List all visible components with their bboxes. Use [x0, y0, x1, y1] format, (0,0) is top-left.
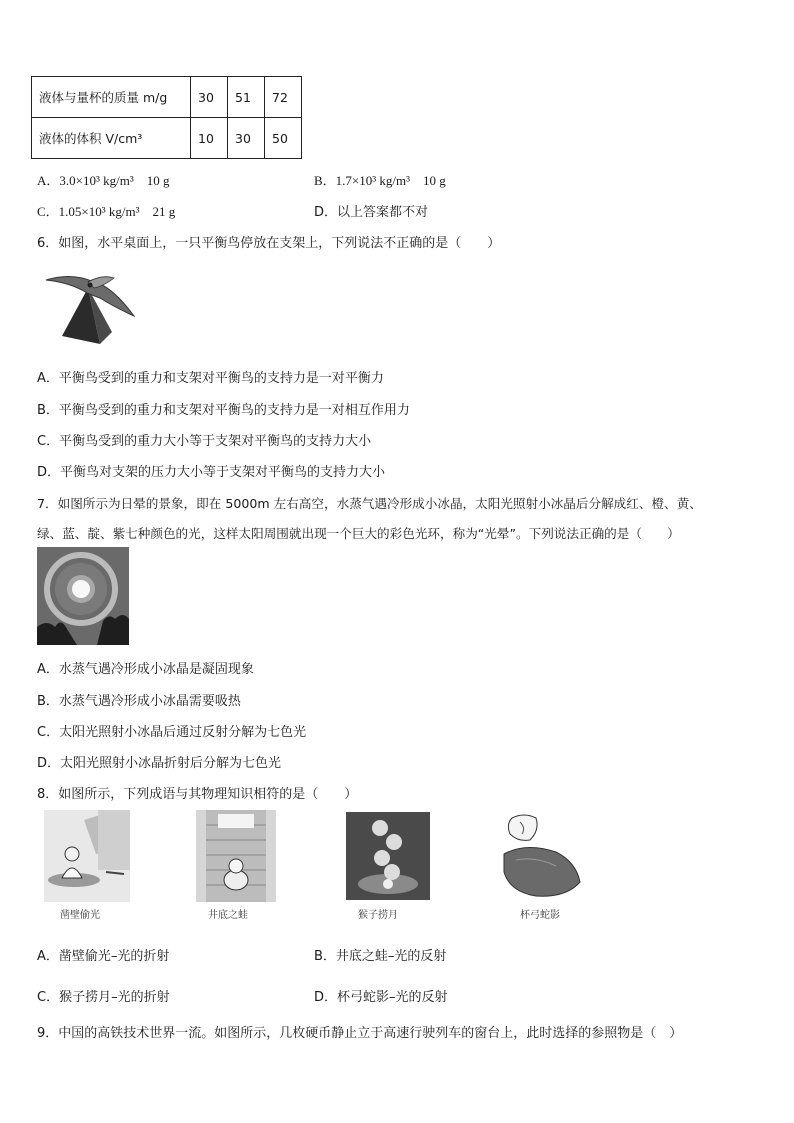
table-cell: 50 — [265, 118, 302, 159]
table-row — [32, 118, 302, 159]
q7-option-c[interactable]: C．太阳光照射小冰晶后通过反射分解为七色光 — [37, 725, 307, 740]
q9-stem: 9．中国的高铁技术世界一流。如图所示，几枚硬币静止立于高速行驶列车的窗台上，此时选择的参照物是（ ） — [37, 1026, 683, 1041]
q6-option-b[interactable]: B．平衡鸟受到的重力和支架对平衡鸟的支持力是一对相互作用力 — [37, 403, 410, 418]
image-caption: 井底之蛙 — [208, 910, 248, 921]
q7-stem-line1: 7．如图所示为日晕的景象，即在 5000m 左右高空，水蒸气遇冷形成小冰晶，太阳光照射小冰晶后分解成红、橙、黄、 — [37, 496, 702, 511]
row-label: 液体与量杯的质量 m/g — [32, 77, 191, 118]
q8-option-a[interactable]: A．凿壁偷光–光的折射 — [37, 949, 170, 964]
sun-halo-image — [37, 547, 129, 645]
image-caption: 猴子捞月 — [358, 910, 398, 921]
q5-option-c[interactable]: C．1.05×10³ kg/m³ 21 g — [37, 204, 176, 219]
q7-option-b[interactable]: B．水蒸气遇冷形成小冰晶需要吸热 — [37, 694, 241, 709]
q6-option-c[interactable]: C．平衡鸟受到的重力大小等于支架对平衡鸟的支持力大小 — [37, 434, 372, 449]
table-cell: 72 — [265, 77, 302, 118]
q5-option-d[interactable]: D．以上答案都不对 — [314, 205, 429, 220]
idiom-image-3 — [346, 812, 430, 900]
row-label: 液体的体积 V/cm³ — [32, 118, 191, 159]
q6-option-d[interactable]: D．平衡鸟对支架的压力大小等于支架对平衡鸟的支持力大小 — [37, 465, 386, 480]
q8-option-d[interactable]: D．杯弓蛇影–光的反射 — [314, 990, 448, 1005]
q5-option-a[interactable]: A．3.0×10³ kg/m³ 10 g — [37, 173, 170, 188]
q5-option-b[interactable]: B．1.7×10³ kg/m³ 10 g — [314, 173, 446, 188]
image-caption: 杯弓蛇影 — [520, 910, 560, 921]
table-cell: 10 — [191, 118, 228, 159]
table-cell: 30 — [191, 77, 228, 118]
q6-stem: 6．如图，水平桌面上，一只平衡鸟停放在支架上，下列说法不正确的是（ ） — [37, 236, 501, 251]
table-row — [32, 77, 302, 118]
density-table — [31, 76, 302, 159]
idiom-image-2 — [196, 810, 276, 902]
q7-option-d[interactable]: D．太阳光照射小冰晶折射后分解为七色光 — [37, 756, 282, 771]
q7-stem-line2: 绿、蓝、靛、紫七种颜色的光，这样太阳周围就出现一个巨大的彩色光环，称为“光晕”。下列说法正确的是（ ） — [37, 526, 680, 541]
q8-option-b[interactable]: B．井底之蛙–光的反射 — [314, 949, 447, 964]
idiom-image-4 — [496, 812, 584, 902]
table-cell: 51 — [228, 77, 265, 118]
q6-option-a[interactable]: A．平衡鸟受到的重力和支架对平衡鸟的支持力是一对平衡力 — [37, 371, 384, 386]
q8-option-c[interactable]: C．猴子捞月–光的折射 — [37, 990, 170, 1005]
balance-bird-image — [42, 268, 142, 348]
table-cell: 30 — [228, 118, 265, 159]
q7-option-a[interactable]: A．水蒸气遇冷形成小冰晶是凝固现象 — [37, 662, 254, 677]
idiom-image-1 — [44, 810, 130, 902]
q8-stem: 8．如图所示，下列成语与其物理知识相符的是（ ） — [37, 787, 358, 802]
image-caption: 凿壁偷光 — [60, 910, 100, 921]
